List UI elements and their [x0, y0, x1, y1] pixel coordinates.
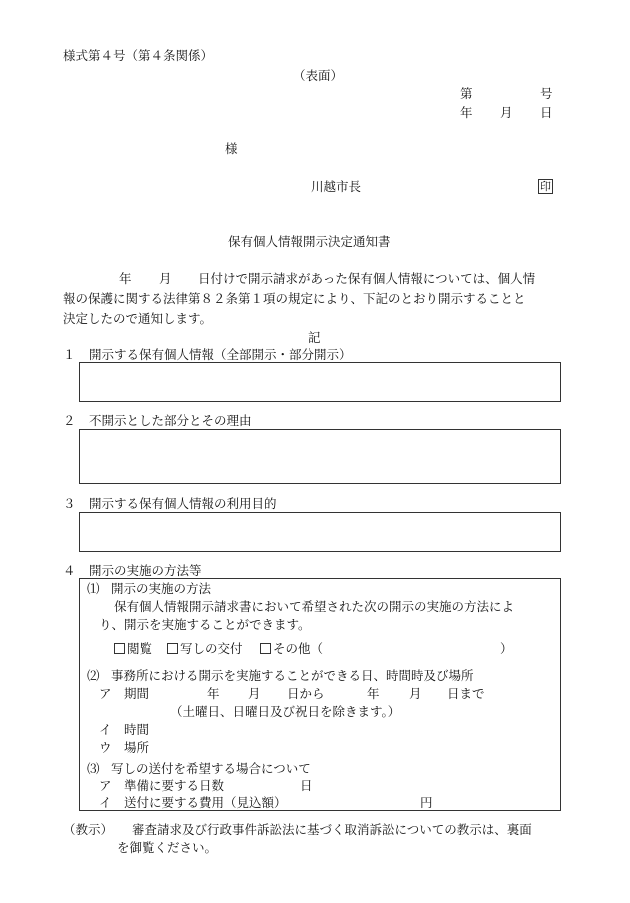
- issuer: 川越市長: [311, 179, 362, 194]
- notice-line-2: を御覧ください。: [117, 840, 218, 855]
- intro-line-3: 決定したので通知します。: [63, 311, 213, 326]
- delivery-cost-unit: 円: [420, 795, 433, 810]
- method-3-label: 写しの送付を希望する場合について: [111, 761, 311, 776]
- date-year: 年: [460, 105, 473, 120]
- ki-label: 記: [308, 330, 321, 345]
- section-3-box[interactable]: [79, 512, 561, 552]
- section-4-label: 開示の実施の方法等: [89, 563, 202, 578]
- section-3-label: 開示する保有個人情報の利用目的: [89, 496, 277, 511]
- side-label: （表面）: [293, 68, 344, 83]
- other-label: その他（: [273, 641, 324, 656]
- intro-line-1: 日付けで開示請求があった保有個人情報については、個人情: [198, 271, 536, 286]
- section-1-box[interactable]: [79, 362, 561, 402]
- method-2-number: ⑵: [87, 668, 100, 683]
- copy-delivery-checkbox[interactable]: [167, 643, 178, 654]
- section-1-number: １: [63, 347, 76, 362]
- period-start-year: 年: [207, 686, 220, 701]
- method-2-label: 事務所における開示を実施することができる日、時間時及び場所: [111, 668, 474, 683]
- date-day: 日: [540, 105, 553, 120]
- method-3-number: ⑶: [87, 761, 100, 776]
- inspection-checkbox[interactable]: [114, 643, 125, 654]
- notice-line-1: 審査請求及び行政事件訴訟法に基づく取消訴訟についての教示は、裏面: [132, 822, 532, 837]
- preparation-days-label: ア 準備に要する日数: [99, 778, 225, 793]
- seal-mark: 印: [540, 180, 551, 193]
- period-end-day: 日まで: [447, 686, 485, 701]
- method-1-text-1: 保有個人情報開示請求書において希望された次の開示の実施の方法によ: [114, 599, 515, 614]
- other-close-paren: ）: [500, 641, 513, 656]
- inspection-label: 閲覧: [127, 641, 153, 656]
- addressee: 様: [225, 141, 238, 156]
- section-2-box[interactable]: [79, 429, 561, 484]
- section-2-label: 不開示とした部分とその理由: [89, 413, 252, 428]
- option-other[interactable]: [260, 643, 323, 656]
- place-label: ウ 場所: [99, 740, 150, 755]
- section-2-number: ２: [63, 413, 76, 428]
- time-label: イ 時間: [99, 722, 150, 737]
- date-month: 月: [500, 105, 513, 120]
- other-checkbox[interactable]: [260, 643, 271, 654]
- method-1-label: 開示の実施の方法: [111, 581, 212, 596]
- option-inspection[interactable]: [114, 643, 152, 656]
- intro-year: 年: [119, 271, 132, 286]
- exclusion-note: （土曜日、日曜日及び祝日を除きます。）: [170, 704, 401, 719]
- delivery-cost-label: イ 送付に要する費用（見込額）: [99, 795, 287, 810]
- period-end-month: 月: [409, 686, 422, 701]
- doc-number-prefix: 第: [460, 86, 473, 101]
- preparation-days-unit: 日: [300, 778, 313, 793]
- method-1-text-2: り、開示を実施することができます。: [99, 617, 311, 632]
- copy-delivery-label: 写しの交付: [180, 641, 243, 656]
- form-number: 様式第４号（第４条関係）: [63, 48, 214, 63]
- document-title: 保有個人情報開示決定通知書: [228, 234, 391, 249]
- intro-month: 月: [159, 271, 172, 286]
- option-copy-delivery[interactable]: [167, 643, 243, 656]
- doc-number-suffix: 号: [540, 86, 553, 101]
- section-1-label: 開示する保有個人情報（全部開示・部分開示）: [89, 347, 352, 362]
- section-4-number: ４: [63, 563, 76, 578]
- notice-label: （教示）: [63, 822, 114, 837]
- period-end-year: 年: [367, 686, 380, 701]
- period-start-day: 日から: [287, 686, 325, 701]
- intro-line-2: 報の保護に関する法律第８２条第１項の規定により、下記のとおり開示することと: [63, 291, 526, 306]
- period-label: ア 期間: [99, 686, 150, 701]
- section-3-number: ３: [63, 496, 76, 511]
- period-start-month: 月: [248, 686, 261, 701]
- method-1-number: ⑴: [87, 581, 100, 596]
